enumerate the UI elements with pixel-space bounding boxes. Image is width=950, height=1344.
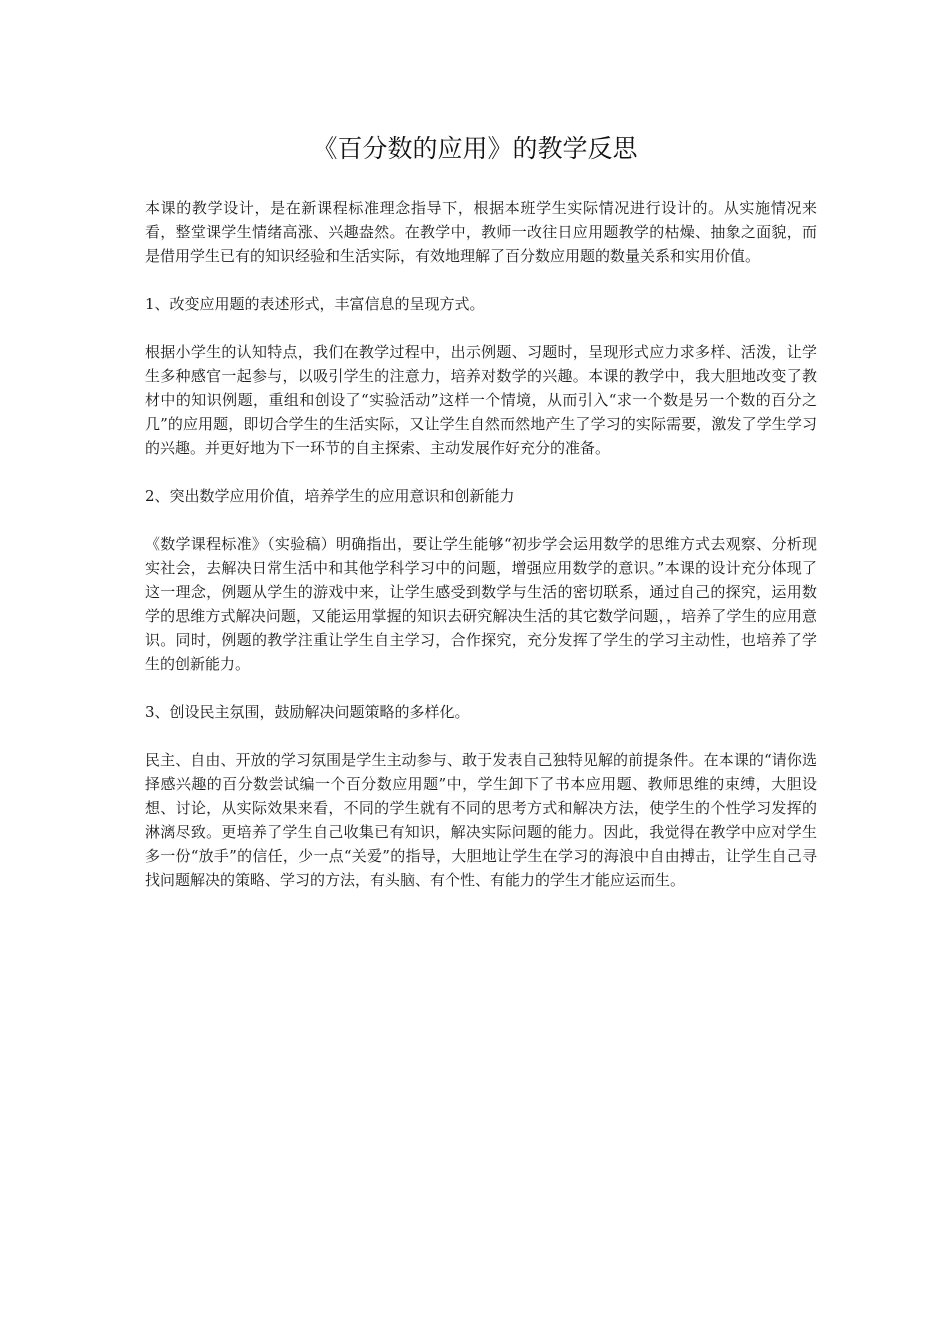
section-1-paragraph: 根据小学生的认知特点，我们在教学过程中，出示例题、习题时，呈现形式应力求多样、活泼，让学生多种感官一起参与，以吸引学生的注意力，培养对数学的兴趣。本课的教学中，我大胆地改变了教材中的知识例题，重组和创设了“实验活动”这样一个情境，从而引入“求一个数是另一个数的百分之几”的应用题，即切合学生的生活实际，又让学生自然而然地产生了学习的实际需要，激发了学生学习的兴趣。并更好地为下一环节的自主探索、主动发展作好充分的准备。	[145, 343, 817, 457]
intro-paragraph: 本课的教学设计，是在新课程标准理念指导下，根据本班学生实际情况进行设计的。从实施情况来看，整堂课学生情绪高涨、兴趣盎然。在教学中，教师一改往日应用题教学的枯燥、抽象之面貌，而是借用学生已有的知识经验和生活实际，有效地理解了百分数应用题的数量关系和实用价值。	[145, 199, 817, 265]
section-1-heading: 1、改变应用题的表述形式，丰富信息的呈现方式。	[145, 295, 485, 313]
section-3-heading: 3、创设民主氛围，鼓励解决问题策略的多样化。	[145, 703, 470, 721]
section-3-paragraph: 民主、自由、开放的学习氛围是学生主动参与、敢于发表自己独特见解的前提条件。在本课的“请你选择感兴趣的百分数尝试编一个百分数应用题”中，学生卸下了书本应用题、教师思维的束缚，大胆设想、讨论，从实际效果来看，不同的学生就有不同的思考方式和解决方法，使学生的个性学习发挥的淋漓尽致。更培养了学生自己收集已有知识，解决实际问题的能力。因此，我觉得在教学中应对学生多一份“放手”的信任，少一点“关爱”的指导，大胆地让学生在学习的海浪中自由搏击，让学生自己寻找问题解决的策略、学习的方法，有头脑、有个性、有能力的学生才能应运而生。	[145, 751, 817, 889]
section-2-heading: 2、突出数学应用价值，培养学生的应用意识和创新能力	[145, 487, 515, 505]
document-body	[145, 196, 817, 916]
section-2-paragraph: 《数学课程标准》（实验稿）明确指出，要让学生能够“初步学会运用数学的思维方式去观察、分析现实社会，去解决日常生活中和其他学科学习中的问题，增强应用数学的意识。”本课的设计充分体现了这一理念，例题从学生的游戏中来，让学生感受到数学与生活的密切联系，通过自己的探究，运用数学的思维方式解决问题，又能运用掌握的知识去研究解决生活的其它数学问题，，培养了学生的应用意识。同时，例题的教学注重让学生自主学习，合作探究，充分发挥了学生的学习主动性，也培养了学生的创新能力。	[145, 535, 817, 673]
document-title: 《百分数的应用》的教学反思	[312, 134, 638, 163]
